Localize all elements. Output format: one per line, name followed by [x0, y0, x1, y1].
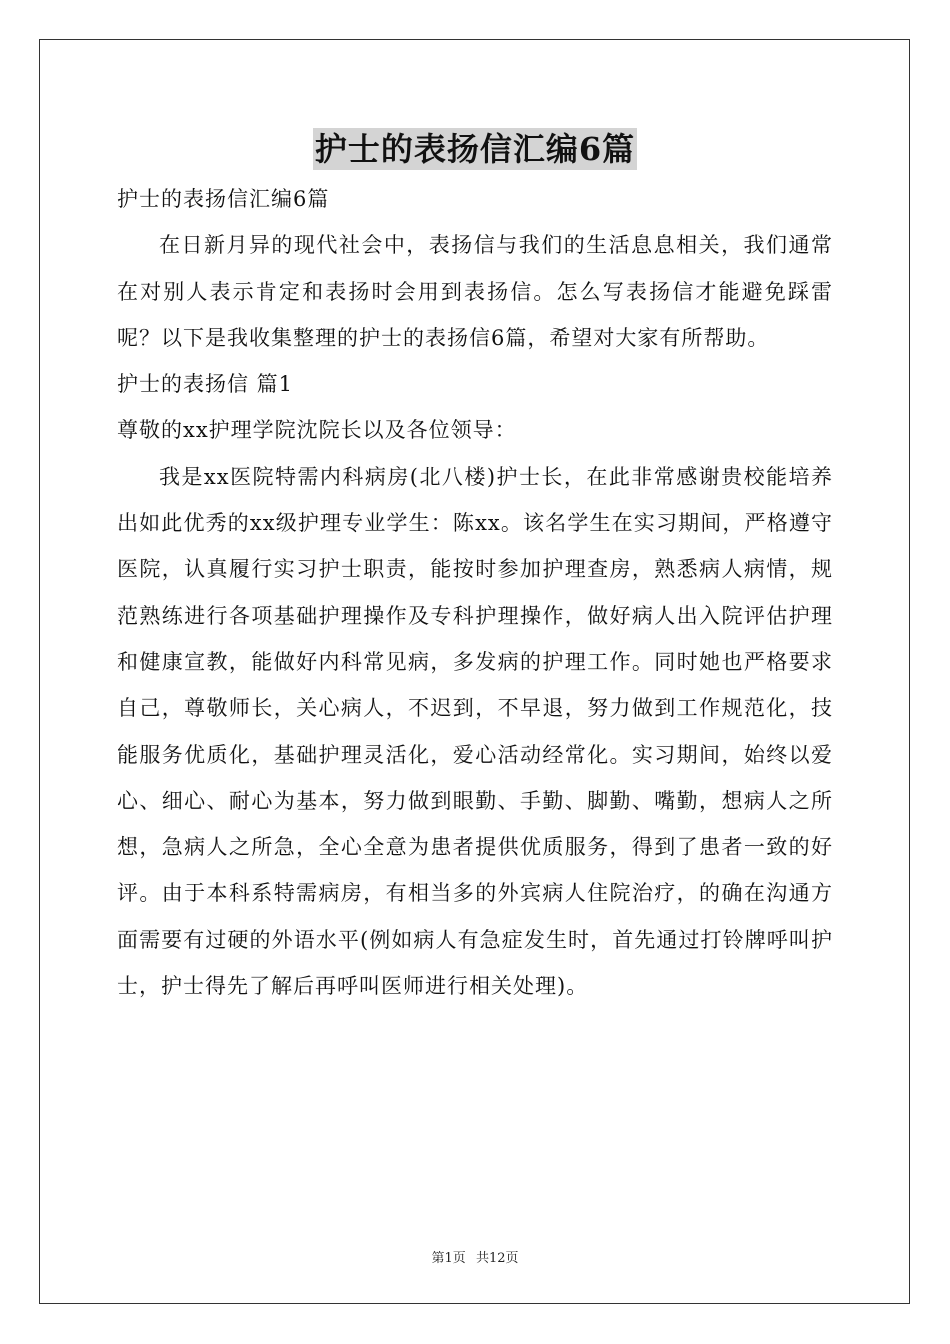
salutation: 尊敬的xx护理学院沈院长以及各位领导：: [117, 418, 517, 443]
page-total: 共12页: [475, 1251, 519, 1266]
body-paragraph: 我是xx医院特需内科病房(北八楼)护士长，在此非常感谢贵校能培养出如此优秀的xx级护理专业学生：陈xx。该名学生在实习期间，严格遵守医院，认真履行实习护士职责，能按时参加护理查房，熟悉病人病情，规范熟练进行各项基础护理操作及专科护理操作，做好病人出入院评估护理和健康宣教，能做好内科常见病，多发病的护理工作。同时她也严格要求自己，尊敬师长，关心病人，不迟到，不早退，努力做到工作规范化，技能服务优质化，基础护理灵活化，爱心活动经常化。实习期间，始终以爱心、细心、耐心为基本，努力做到眼勤、手勤、脚勤、嘴勤，想病人之所想，急病人之所急，全心全意为患者提供优质服务，得到了患者一致的好评。由于本科系特需病房，有相当多的外宾病人住院治疗，的确在沟通方面需要有过硬的外语水平(例如病人有急症发生时，首先通过打铃牌呼叫护士，护士得先了解后再呼叫医师进行相关处理)。: [117, 464, 833, 999]
page-footer: [0, 1247, 950, 1266]
document-subtitle: 护士的表扬信汇编6篇: [117, 187, 330, 211]
intro-paragraph: 在日新月异的现代社会中，表扬信与我们的生活息息相关，我们通常在对别人表示肯定和表扬时会用到表扬信。怎么写表扬信才能避免踩雷呢？以下是我收集整理的护士的表扬信6篇，希望对大家有所帮助。: [117, 233, 833, 350]
document-title: 护士的表扬信汇编6篇: [314, 130, 636, 168]
section-heading: 护士的表扬信 篇1: [117, 372, 294, 397]
document-body: [117, 176, 833, 1009]
title-container: [0, 128, 950, 170]
page-number: 第1页: [431, 1251, 466, 1266]
